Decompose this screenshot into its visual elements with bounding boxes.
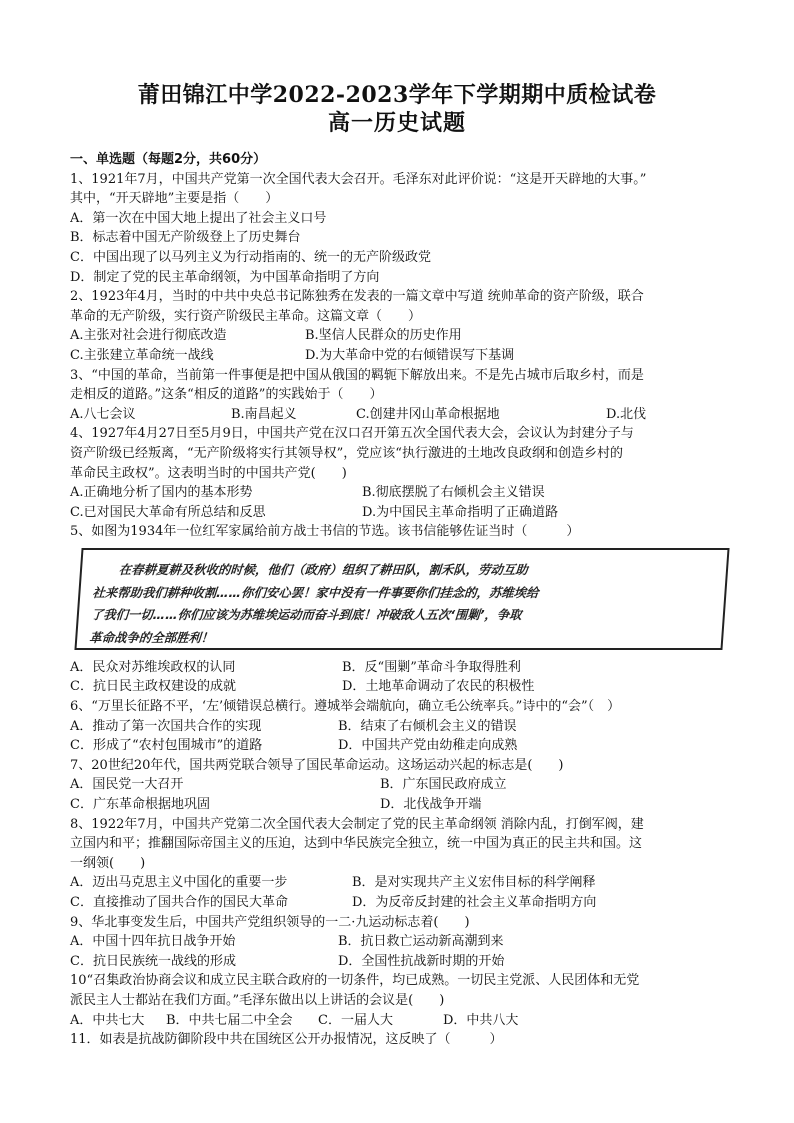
option-d: D.为中国民主革命指明了正确道路 bbox=[362, 504, 559, 520]
question-4 bbox=[70, 424, 735, 522]
option-b: B.坚信人民群众的历史作用 bbox=[305, 328, 462, 344]
question-stem: 资产阶级已经叛离，“无产阶级将实行其领导权”，党应该“执行激进的土地改良政纲和创造乡村的 bbox=[70, 445, 623, 461]
question-10 bbox=[70, 971, 735, 1030]
letter-excerpt-box bbox=[74, 548, 729, 650]
option-a: A.主张对社会进行彻底改造 bbox=[70, 328, 227, 344]
option-b: B．反“围剿”革命斗争取得胜利 bbox=[342, 659, 521, 675]
option-a: A.正确地分析了国内的基本形势 bbox=[70, 485, 253, 501]
option-a: A．中共七大 bbox=[70, 1012, 145, 1028]
question-2 bbox=[70, 287, 735, 365]
question-stem: 派民主人士都站在我们方面。”毛泽东做出以上讲话的会议是( ) bbox=[70, 992, 445, 1008]
option-d: D．为反帝反封建的社会主义革命指明方向 bbox=[352, 895, 597, 910]
question-stem: 5、如图为1934年一位红军家属给前方战士书信的节选。该书信能够佐证当时（ ） bbox=[70, 524, 580, 540]
question-stem: 1、1921年7月，中国共产党第一次全国代表大会召开。毛泽东对此评价说：“这是开天辟地的大事。” bbox=[70, 171, 647, 187]
option-b: B．标志着中国无产阶级登上了历史舞台 bbox=[70, 230, 301, 246]
option-c: C.已对国民大革命有所总结和反思 bbox=[70, 504, 266, 520]
option-b: B．抗日救亡运动新高潮到来 bbox=[338, 934, 504, 950]
option-a: A．推动了第一次国共合作的实现 bbox=[70, 718, 262, 734]
question-list bbox=[70, 150, 735, 1050]
question-stem: 4、1927年4月27日至5月9日，中国共产党在汉口召开第五次全国代表大会，会议认为封建分子与 bbox=[70, 426, 634, 442]
option-b: B.彻底摆脱了右倾机会主义错误 bbox=[362, 485, 545, 501]
option-c: C．抗日民族统一战线的形成 bbox=[70, 953, 236, 969]
exam-title: 莆田锦江中学2022-2023学年下学期期中质检试卷 bbox=[137, 82, 657, 108]
exam-subtitle: 高一历史试题 bbox=[327, 110, 466, 136]
question-3 bbox=[70, 366, 735, 425]
letter-line: 在春耕夏耕及秋收的时候，他们（政府）组织了耕田队，割禾队，劳动互助 bbox=[118, 561, 529, 577]
question-stem: 走相反的道路。”这条“相反的道路”的实践始于（ ） bbox=[70, 387, 383, 403]
question-stem: 11．如表是抗战防御阶段中共在国统区公开办报情况，这反映了（ ） bbox=[70, 1032, 503, 1048]
option-d: D.为大革命中党的右倾错误写下基调 bbox=[305, 347, 515, 363]
option-c: C．一届人大 bbox=[318, 1012, 393, 1028]
letter-line: 革命战争的全部胜利！ bbox=[88, 629, 214, 645]
option-d: D．土地革命调动了农民的积极性 bbox=[342, 679, 535, 695]
letter-line: 社来帮助我们耕种收割……你们安心罢！家中没有一件事要你们挂念的，苏维埃给 bbox=[91, 584, 540, 600]
question-stem: 6、“万里长征路不平，‘左’倾错误总横行。遵城举会端航向，确立毛公统率兵。”诗中的“会”（ ） bbox=[70, 699, 621, 715]
option-b: B．中共七届二中全会 bbox=[166, 1012, 293, 1028]
question-7 bbox=[70, 756, 735, 815]
question-stem: 7、20世纪20年代，国共两党联合领导了国民革命运动。这场运动兴起的标志是( ) bbox=[70, 757, 564, 773]
option-d: D．制定了党的民主革命纲领，为中国革命指明了方向 bbox=[70, 269, 380, 285]
option-d: D．北伐战争开端 bbox=[380, 797, 482, 813]
question-stem: 2、1923年4月，当时的中共中央总书记陈独秀在发表的一篇文章中写道 统帅革命的资产阶级，联合 bbox=[70, 289, 644, 305]
option-d: D．全国性抗战新时期的开始 bbox=[338, 953, 505, 969]
option-d: D．中国共产党由幼稚走向成熟 bbox=[338, 738, 518, 754]
question-stem: 革命民主政权”。这表明当时的中国共产党( ) bbox=[70, 465, 347, 481]
question-stem: 8、1922年7月，中国共产党第二次全国代表大会制定了党的民主革命纲领 消除内乱，打倒军阀，建 bbox=[70, 816, 644, 832]
option-b: B．广东国民政府成立 bbox=[380, 777, 507, 793]
option-a: A．第一次在中国大地上提出了社会主义口号 bbox=[70, 210, 327, 226]
option-a: A．迈出马克思主义中国化的重要一步 bbox=[70, 875, 288, 891]
question-9 bbox=[70, 913, 735, 972]
question-11 bbox=[70, 1030, 735, 1050]
option-c: C．形成了“农村包围城市”的道路 bbox=[70, 738, 263, 754]
question-stem: 立国内和平；推翻国际帝国主义的压迫，达到中华民族完全独立，统一中国为真正的民主共和国。这 bbox=[70, 836, 643, 852]
option-c: C．广东革命根据地巩固 bbox=[70, 797, 210, 813]
letter-line: 了我们一切……你们应该为苏维埃运动而奋斗到底！冲破敌人五次‘围剿’，争取 bbox=[90, 606, 523, 622]
option-c: C．抗日民主政权建设的成就 bbox=[70, 679, 236, 695]
question-6 bbox=[70, 697, 735, 756]
option-c: C．中国出现了以马列主义为行动指南的、统一的无产阶级政党 bbox=[70, 249, 431, 265]
option-a: A．民众对苏维埃政权的认同 bbox=[70, 659, 236, 675]
question-stem: 其中，“开天辟地”主要是指（ ） bbox=[70, 191, 279, 207]
option-a: A．中国十四年抗日战争开始 bbox=[70, 934, 236, 950]
question-stem: 一纲领( ) bbox=[70, 855, 146, 871]
option-b: B．结束了右倾机会主义的错误 bbox=[338, 718, 517, 734]
question-stem: 革命的无产阶级，实行资产阶级民主革命。这篇文章（ ） bbox=[70, 308, 422, 324]
option-c: C.创建井冈山革命根据地 bbox=[356, 406, 500, 422]
option-b: B．是对实现共产主义宏伟目标的科学阐释 bbox=[352, 875, 596, 891]
question-1 bbox=[70, 170, 735, 288]
question-8 bbox=[70, 815, 735, 913]
option-d: D.北伐 bbox=[606, 406, 647, 422]
option-a: A．国民党一大召开 bbox=[70, 777, 184, 793]
question-stem: 3、“中国的革命，当前第一件事便是把中国从俄国的羁轭下解放出来。不是先占城市后取乡村，而是 bbox=[70, 367, 644, 383]
question-stem: 9、华北事变发生后，中国共产党组织领导的一二·九运动标志着( ) bbox=[70, 914, 470, 930]
option-b: B.南昌起义 bbox=[231, 406, 297, 422]
option-d: D．中共八大 bbox=[443, 1012, 519, 1028]
question-5 bbox=[70, 522, 735, 697]
option-c: C．直接推动了国共合作的国民大革命 bbox=[70, 895, 288, 910]
option-c: C.主张建立革命统一战线 bbox=[70, 347, 214, 363]
section-heading: 一、单选题（每题2分，共60分） bbox=[70, 152, 267, 167]
option-a: A.八七会议 bbox=[70, 406, 136, 422]
question-stem: 10“召集政治协商会议和成立民主联合政府的一切条件，均已成熟。一切民主党派、人民团体和无党 bbox=[70, 973, 640, 989]
